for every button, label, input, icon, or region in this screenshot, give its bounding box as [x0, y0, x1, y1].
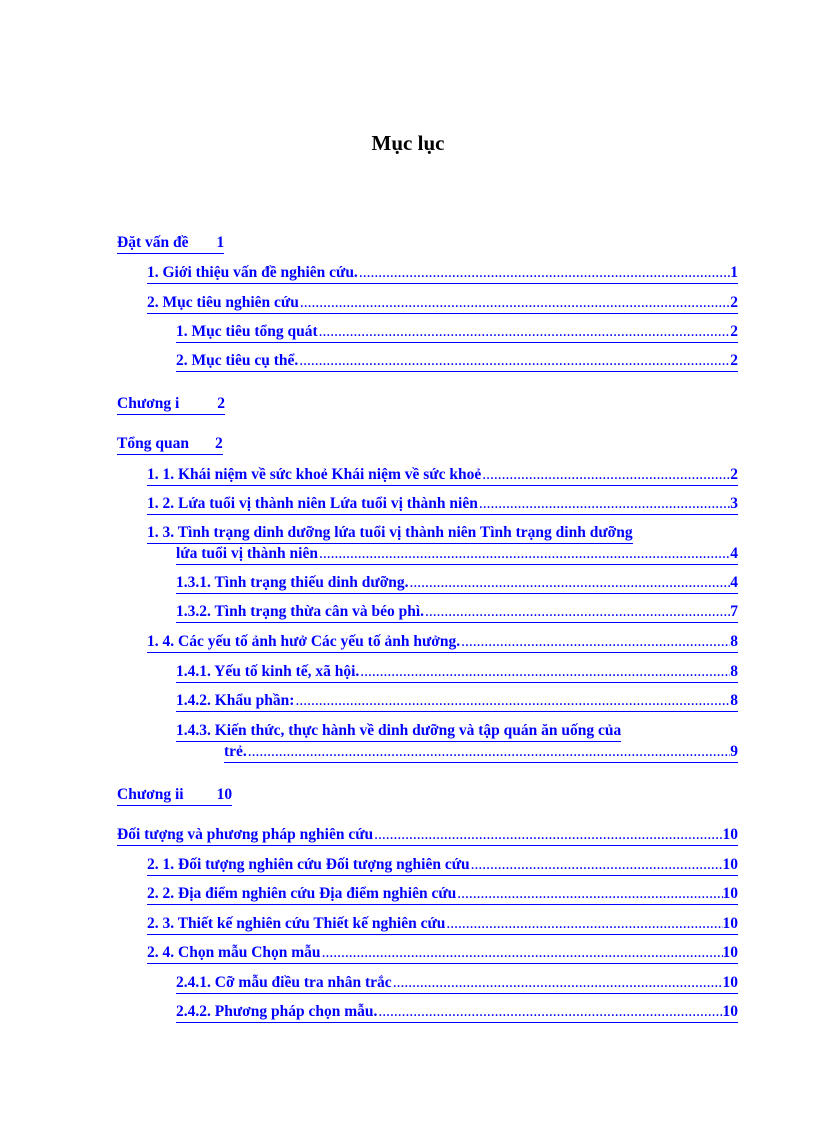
toc-link-thiet-ke[interactable] [147, 914, 738, 935]
toc-leader [247, 742, 730, 762]
toc-page: 2 [730, 352, 738, 369]
toc-label: Đặt vấn đề [117, 234, 189, 251]
toc-link-kien-thuc[interactable] [176, 721, 738, 763]
toc-link-tong-quan[interactable] [117, 434, 223, 455]
toc-page: 3 [730, 495, 738, 512]
toc-page: 7 [730, 603, 738, 620]
toc-leader [359, 662, 730, 682]
toc-page: 10 [722, 944, 738, 961]
toc-link-co-mau[interactable] [176, 973, 738, 994]
toc-leader [299, 293, 730, 313]
toc-label: 1.4.1. Yếu tố kinh tế, xã hội. [176, 663, 360, 680]
toc-link-dia-diem[interactable] [147, 884, 738, 905]
toc-leader [456, 884, 722, 904]
toc-label: 1. Giới thiệu vấn đề nghiên cứu. [147, 264, 358, 281]
toc-leader [358, 263, 730, 283]
toc-label: 1. 1. Khái niệm về sức khoẻ Khái niệm về sức khoẻ [147, 466, 482, 483]
toc-link-khai-niem[interactable] [147, 465, 738, 486]
toc-link-gioi-thieu[interactable] [147, 263, 738, 284]
toc-page: 2 [214, 435, 223, 452]
toc-link-muc-tieu-cu-the[interactable] [176, 351, 738, 372]
toc-link-thua-can[interactable] [176, 602, 738, 623]
toc-link-dat-van-de[interactable] [117, 233, 224, 254]
toc-link-muc-tieu-tong-quat[interactable] [176, 322, 738, 343]
toc-page: 10 [722, 974, 738, 991]
toc-label: Chương i [117, 395, 180, 412]
toc-label: 2. Mục tiêu nghiên cứu [147, 294, 299, 311]
toc-page: 10 [722, 826, 738, 843]
toc-page: 8 [730, 692, 738, 709]
toc-leader [321, 943, 723, 963]
toc-link-muc-tieu[interactable] [147, 293, 738, 314]
toc-leader [460, 632, 730, 652]
toc-page: 1 [730, 264, 738, 281]
toc-leader [373, 825, 722, 845]
toc-link-yeu-to[interactable] [147, 632, 738, 653]
toc-label: 2. 4. Chọn mẫu Chọn mẫu [147, 944, 321, 961]
toc-page: 8 [730, 663, 738, 680]
toc-link-doi-tuong-pp[interactable] [117, 825, 738, 846]
toc-leader [318, 544, 730, 564]
toc-page: 1 [216, 234, 225, 251]
toc-leader [478, 494, 730, 514]
toc-label: 2.4.1. Cỡ mẫu điều tra nhân trắc [176, 974, 392, 991]
toc-label: 1. 4. Các yếu tố ảnh hưở Các yếu tố ảnh hưởng. [147, 633, 461, 650]
toc-link-lua-tuoi[interactable] [147, 494, 738, 515]
toc-leader [377, 1002, 722, 1022]
toc-label-line2: lứa tuổi vị thành niên [176, 545, 318, 562]
toc-link-pp-chon-mau[interactable] [176, 1002, 738, 1023]
toc-label: 1. Mục tiêu tổng quát [176, 323, 318, 340]
toc-leader [481, 465, 730, 485]
toc-page: 10 [722, 915, 738, 932]
toc-label: Chương ii [117, 786, 184, 803]
toc-page: 2 [730, 466, 738, 483]
toc-leader [318, 322, 731, 342]
toc-link-chon-mau[interactable] [147, 943, 738, 964]
toc-label: 2. 1. Đối tượng nghiên cứu Đối tượng nghiên cứu [147, 856, 470, 873]
toc-leader [470, 855, 723, 875]
toc-label: Tổng quan [117, 435, 189, 452]
toc-leader [409, 573, 731, 593]
toc-label-line2: trẻ. [224, 743, 247, 760]
toc-link-doi-tuong[interactable] [147, 855, 738, 876]
toc-page: 10 [722, 856, 738, 873]
page-title: Mục lục [371, 131, 445, 155]
toc-link-kinh-te[interactable] [176, 662, 738, 683]
toc-label-line1: 1. 3. Tình trạng dinh dưỡng lứa tuổi vị thành niên Tình trạng dinh dưỡng [147, 523, 633, 544]
toc-label: 2. Mục tiêu cụ thể. [176, 352, 299, 369]
toc-label: 2. 2. Địa điểm nghiên cứu Địa điểm nghiên cứu [147, 885, 457, 902]
toc-page: 4 [730, 574, 738, 591]
toc-leader [392, 973, 723, 993]
toc-label: 1.4.2. Khẩu phần: [176, 692, 295, 709]
toc-page: 9 [730, 743, 738, 760]
toc-label: 2.4.2. Phương pháp chọn mẫu. [176, 1003, 378, 1020]
toc-label: Đối tượng và phương pháp nghiên cứu [117, 826, 374, 843]
toc-page: 2 [730, 323, 738, 340]
toc-page: 8 [730, 633, 738, 650]
toc-link-chuong-ii[interactable] [117, 785, 232, 806]
toc-link-chuong-i[interactable] [117, 394, 225, 415]
toc-page: 2 [217, 395, 225, 412]
toc-link-khau-phan[interactable] [176, 691, 738, 712]
toc-leader [298, 351, 730, 371]
toc-page: 4 [730, 545, 738, 562]
toc-label: 1.3.2. Tình trạng thừa cân và béo phì. [176, 603, 425, 620]
toc-label: 1.3.1. Tình trạng thiếu dinh dưỡng. [176, 574, 409, 591]
toc-page: 10 [216, 786, 233, 803]
toc-leader [424, 602, 730, 622]
toc-label: 1. 2. Lứa tuổi vị thành niên Lứa tuổi vị thành niên [147, 495, 478, 512]
toc-link-thieu-dd[interactable] [176, 573, 738, 594]
toc-label-line1: 1.4.3. Kiến thức, thực hành về dinh dưỡng và tập quán ăn uống của [176, 721, 621, 742]
toc-page: 2 [730, 294, 738, 311]
toc-link-tinh-trang[interactable] [147, 523, 738, 565]
toc-page: 10 [722, 885, 738, 902]
toc-page: 10 [722, 1003, 738, 1020]
toc-label: 2. 3. Thiết kế nghiên cứu Thiết kế nghiên cứu [147, 915, 446, 932]
toc-leader [445, 914, 722, 934]
toc-leader [294, 691, 730, 711]
